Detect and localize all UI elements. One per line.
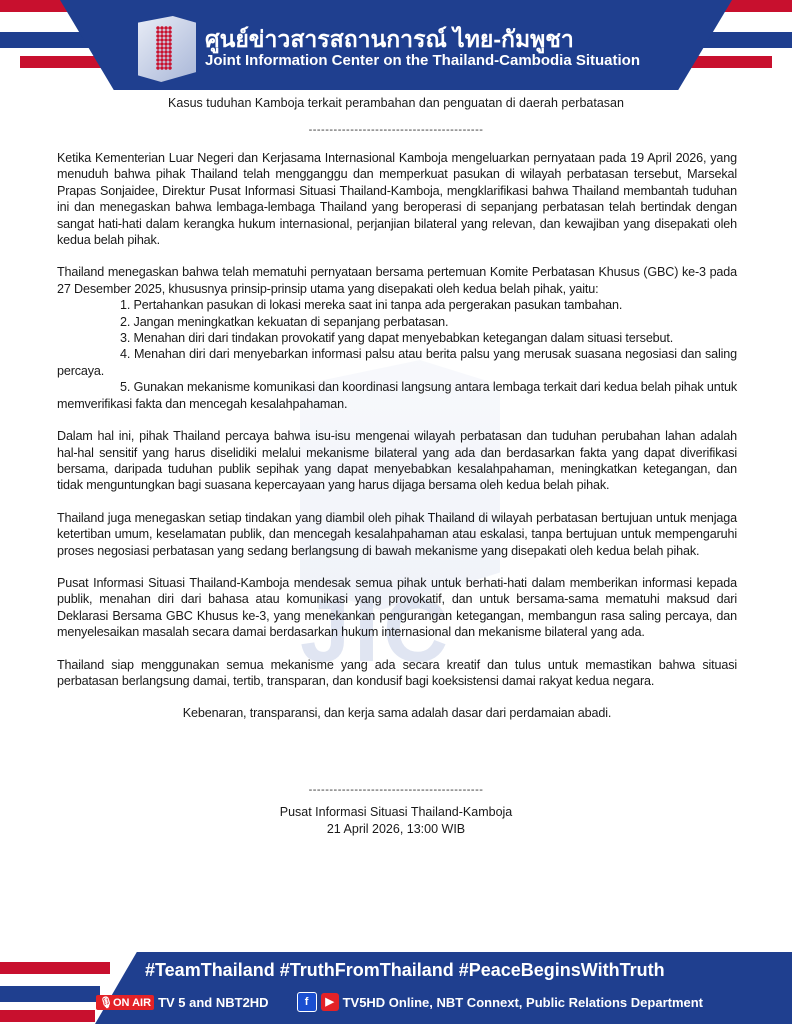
paragraph: Dalam hal ini, pihak Thailand percaya bahwa isu-isu mengenai wilayah perbatasan dan tuduhan perubahan lahan adalah hal-hal sensitif yang harus diselidiki melalui mekanisme bilateral yang ada dan berdasarkan fakta yang dapat diverifikasi bersama, daripada tuduhan publik sepihak yang dapat menyebabkan kesalahpahaman, meningkatkan ketegangan, dan tidak menguntungkan bagi suasana kepercayaan yang harus dijaga bersama oleh kedua belah pihak. [57,429,737,493]
watermark-text: JIC [300,581,453,681]
paragraph: Pusat Informasi Situasi Thailand-Kamboja mendesak semua pihak untuk berhati-hati dalam memberikan informasi kepada publik, menahan diri dari bahasa atau komunikasi yang provokatif, dan untuk bersama-sama mematuhi maksud dari Deklarasi Bersama GBC Khusus ke-3, yang menekankan pengurangan ketegangan, membangun rasa saling percaya, dan menyelesaikan masalah secara damai berdasarkan hukum internasional dan mekanisme bilateral yang ada. [57,575,737,640]
flag-stripe [0,986,100,1002]
header-title-thai: ศูนย์ข่าวสารสถานการณ์ ไทย-กัมพูชา [205,26,574,52]
hashtags: #TeamThailand #TruthFromThailand #PeaceBeginsWithTruth [145,960,665,980]
paragraph: Thailand siap menggunakan semua mekanisme yang ada secara kreatif dan tulus untuk memastikan bahwa situasi perbatasan berlangsung damai, tertib, transparan, dan kondusif bagi koeksistensi damai rakyat kedua negara. [57,657,737,688]
divider: ------------------------------------------ [308,784,484,796]
list-item: 4. Menahan diri dari menyebarkan informasi palsu atau berita palsu yang merusak suasana negosiasi dan saling percaya. [57,347,737,378]
divider: ------------------------------------------ [308,124,484,136]
header-title-english: Joint Information Center on the Thailand-Cambodia Situation [205,52,640,69]
paragraph: Thailand menegaskan bahwa telah mematuhi pernyataan bersama pertemuan Komite Perbatasan Khusus (GBC) ke-3 pada 27 Desember 2025, khususnya prinsip-prinsip utama yang disepakati oleh kedua belah pihak, yaitu: [57,265,737,296]
paragraph: Thailand juga menegaskan setiap tindakan yang diambil oleh pihak Thailand di wilayah perbatasan bertujuan untuk menjaga ketertiban umum, keselamatan publik, dan mencegah kesalahpahaman atau eskalasi, tanpa bertujuan untuk mempengaruhi proses negosiasi perbatasan yang sedang berlangsung di bawah mekanisme yang disepakati oleh kedua belah pihak. [57,510,737,558]
signature [0,804,792,837]
header-banner [0,0,792,92]
list-item: 5. Gunakan mekanisme komunikasi dan koordinasi langsung antara lembaga terkait dari kedua belah pihak untuk memverifikasi fakta dan mencegah kesalahpahaman. [57,380,737,411]
flag-stripe [0,962,110,974]
on-air-badge [96,995,154,1010]
flag-stripe [0,1010,95,1022]
online-channels: TV5HD Online, NBT Connext, Public Relations Department [342,994,704,1010]
channels: TV 5 and NBT2HD [158,994,269,1010]
paragraph: Ketika Kementerian Luar Negeri dan Kerjasama Internasional Kamboja mengeluarkan pernyataan pada 19 April 2026, yang menuduh bahwa pihak Thailand telah mengganggu dan memperkuat pasukan di wilayah perbatasan tersebut, Marsekal Prapas Sonjaidee, Direktur Pusat Informasi Situasi Thailand-Kamboja, mengklarifikasi bahwa Thailand membantah tuduhan ini dan menegaskan bahwa lembaga-lembaga Thailand yang beroperasi di sepanjang perbatasan telah bertindak dengan sangat hati-hati dalam kerangka hukum internasional, perjanjian bilateral yang relevan, dan kewajiban yang disepakati oleh kedua belah pihak. [57,151,737,248]
on-air-label: ON AIR [112,996,152,1009]
youtube-icon[interactable]: ▶ [321,993,339,1011]
signature-org: Pusat Informasi Situasi Thailand-Kamboja [279,805,513,819]
document-body [57,150,737,738]
closing-statement: Kebenaran, transparansi, dan kerja sama adalah dasar dari perdamaian abadi. [182,706,612,721]
jic-logo-icon [138,16,196,82]
microphone-icon: 🎙 [99,996,113,1009]
document-title: Kasus tuduhan Kamboja terkait perambahan dan penguatan di daerah perbatasan [168,96,624,110]
list-item: 2. Jangan meningkatkan kekuatan di sepanjang perbatasan. [120,314,449,329]
broadcast-info [96,992,703,1012]
signature-date: 21 April 2026, 13:00 WIB [326,821,466,836]
list-item: 1. Pertahankan pasukan di lokasi mereka saat ini tanpa ada pergerakan pasukan tambahan. [120,298,623,313]
facebook-icon[interactable]: f [297,992,317,1012]
list-item: 3. Menahan diri dari tindakan provokatif yang dapat menyebabkan ketegangan dalam situasi tersebut. [120,331,674,346]
